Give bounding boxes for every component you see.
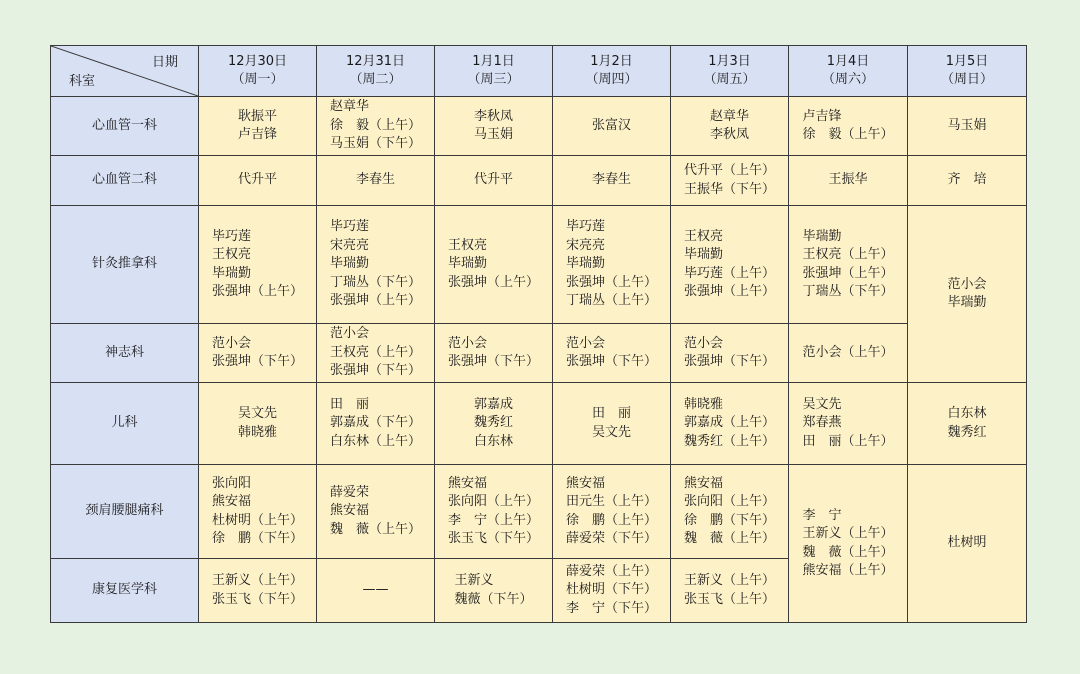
staff-entry: 韩晓雅	[683, 396, 723, 412]
schedule-cell	[199, 206, 317, 324]
schedule-cell	[317, 559, 435, 623]
staff-entry: 熊安福	[683, 475, 723, 491]
staff-entry: 薛爱荣	[329, 484, 369, 500]
cell-names	[356, 171, 395, 190]
day-header	[199, 46, 317, 97]
table-row	[51, 324, 1027, 383]
corner-date-label: 日期	[151, 55, 178, 70]
schedule-cell	[671, 383, 789, 465]
staff-entry: 张玉飞（下午）	[211, 591, 303, 607]
schedule-cell	[908, 206, 1027, 383]
staff-entry: 毕瑞勤	[683, 247, 723, 262]
staff-entry: 王新义（上午）	[211, 573, 303, 588]
staff-entry: 王权亮	[683, 228, 723, 244]
schedule-cell	[199, 465, 317, 559]
schedule-cell	[553, 97, 671, 156]
staff-entry: 宋亮亮	[565, 237, 605, 253]
staff-entry: 王新义（上午）	[683, 573, 775, 588]
staff-entry: 毕瑞勤	[802, 228, 842, 244]
staff-entry: 王新义	[454, 573, 494, 588]
staff-entry: 赵章华	[329, 99, 369, 115]
cell-names	[592, 117, 631, 136]
staff-entry: 魏 薇（上午）	[802, 544, 894, 560]
staff-entry: 范小会	[947, 276, 987, 292]
cell-names	[448, 475, 539, 549]
staff-entry: 吴文先	[591, 424, 631, 440]
staff-entry: 李春生	[591, 172, 631, 188]
staff-entry: 魏薇（下午）	[454, 591, 533, 607]
schedule-cell	[435, 383, 553, 465]
staff-entry: 张向阳（上午）	[447, 494, 539, 509]
schedule-cell	[671, 559, 789, 623]
staff-entry: 魏秀红	[947, 424, 987, 440]
schedule-cell	[553, 465, 671, 559]
staff-entry: 白东林	[473, 433, 513, 449]
schedule-cell	[553, 559, 671, 623]
cell-names	[684, 475, 775, 549]
day-date: 12月30日	[227, 53, 288, 69]
department-name: 颈肩腰腿痛科	[51, 465, 199, 559]
staff-entry: 徐 鹏（下午）	[211, 531, 303, 546]
schedule-cell	[671, 97, 789, 156]
day-weekday: （周二）	[349, 72, 402, 87]
table-row	[51, 97, 1027, 156]
cell-names	[238, 171, 277, 190]
staff-entry: 李春生	[355, 172, 395, 188]
staff-entry: 张强坤（下午）	[683, 354, 775, 369]
staff-entry: 白东林（上午）	[329, 433, 421, 449]
schedule-cell	[671, 206, 789, 324]
staff-entry: 魏 薇（上午）	[329, 521, 421, 537]
day-header	[671, 46, 789, 97]
staff-entry: 徐 毅（上午）	[329, 117, 421, 133]
schedule-cell	[553, 156, 671, 206]
staff-entry: 李 宁	[802, 507, 842, 523]
staff-entry: 王权亮	[447, 237, 487, 253]
cell-names	[330, 484, 421, 540]
department-name: 儿科	[51, 383, 199, 465]
staff-entry: 熊安福	[211, 494, 251, 509]
staff-entry: 魏秀红	[473, 415, 513, 431]
cell-names	[802, 228, 893, 302]
cell-names	[684, 335, 775, 372]
day-date: 1月4日	[826, 53, 870, 69]
schedule-cell	[908, 465, 1027, 623]
staff-entry: 王权亮（上午）	[802, 247, 894, 262]
staff-entry: 薛爱荣（下午）	[565, 531, 657, 546]
staff-entry: ——	[362, 582, 389, 598]
schedule-cell	[435, 559, 553, 623]
schedule-cell	[553, 206, 671, 324]
schedule-cell	[435, 156, 553, 206]
staff-entry: 张强坤（上午）	[447, 274, 539, 290]
staff-entry: 张玉飞（上午）	[683, 591, 775, 607]
schedule-cell	[908, 156, 1027, 206]
staff-entry: 王权亮（上午）	[329, 344, 421, 360]
header-row	[51, 46, 1027, 97]
cell-names	[592, 405, 631, 442]
staff-entry: 赵章华	[709, 108, 749, 124]
cell-names	[947, 276, 986, 313]
schedule-cell	[199, 559, 317, 623]
department-name: 康复医学科	[51, 559, 199, 623]
cell-names	[238, 405, 277, 442]
schedule-cell	[435, 206, 553, 324]
staff-entry: 熊安福	[447, 475, 487, 491]
cell-names	[947, 405, 986, 442]
cell-names	[454, 572, 532, 609]
staff-entry: 范小会	[329, 326, 369, 342]
cell-names	[330, 218, 421, 311]
day-date: 12月31日	[345, 53, 406, 69]
staff-entry: 张强坤（上午）	[211, 284, 303, 299]
staff-entry: 毕瑞勤	[329, 256, 369, 272]
cell-names	[448, 335, 539, 372]
schedule-cell	[317, 465, 435, 559]
staff-entry: 范小会	[211, 335, 251, 351]
day-weekday: （周四）	[585, 72, 638, 87]
day-header	[553, 46, 671, 97]
schedule-cell	[553, 383, 671, 465]
department-name: 心血管一科	[51, 97, 199, 156]
staff-entry: 魏 薇（上午）	[683, 531, 775, 546]
cell-names	[363, 581, 389, 600]
staff-entry: 郭嘉成（上午）	[683, 415, 775, 431]
staff-entry: 宋亮亮	[329, 237, 369, 253]
staff-entry: 毕巧莲（上午）	[683, 265, 775, 281]
staff-entry: 丁瑞丛（下午）	[329, 274, 421, 290]
cell-names	[947, 171, 986, 190]
schedule-cell	[553, 324, 671, 383]
cell-names	[947, 534, 986, 553]
day-date: 1月5日	[945, 53, 989, 69]
day-date: 1月2日	[590, 53, 633, 69]
staff-entry: 毕瑞勤	[565, 256, 605, 272]
staff-entry: 卢吉锋	[802, 108, 842, 124]
staff-entry: 齐 培	[947, 172, 987, 188]
table-row	[51, 156, 1027, 206]
cell-names	[474, 171, 513, 190]
cell-names	[828, 171, 867, 190]
staff-entry: 毕瑞勤	[947, 295, 987, 310]
schedule-cell	[908, 383, 1027, 465]
staff-entry: 马玉娟	[473, 127, 513, 142]
staff-entry: 杜树明（上午）	[211, 512, 303, 528]
staff-entry: 丁瑞丛（下午）	[802, 284, 894, 299]
department-name: 针灸推拿科	[51, 206, 199, 324]
cell-names	[238, 108, 277, 145]
table-row	[51, 206, 1027, 324]
staff-entry: 张强坤（上午）	[565, 274, 657, 290]
staff-entry: 郑春燕	[802, 415, 842, 431]
cell-names	[566, 475, 657, 549]
staff-entry: 李 宁（上午）	[447, 512, 539, 528]
duty-schedule	[50, 45, 1027, 623]
staff-entry: 范小会	[565, 335, 605, 351]
staff-entry: 毕巧莲	[329, 219, 369, 235]
staff-entry: 张富汉	[591, 117, 631, 133]
schedule-cell	[199, 97, 317, 156]
staff-entry: 张强坤（下午）	[211, 354, 303, 369]
staff-entry: 范小会（上午）	[802, 344, 894, 360]
schedule-cell	[908, 97, 1027, 156]
staff-entry: 吴文先	[802, 396, 842, 412]
staff-entry: 徐 鹏（下午）	[683, 512, 775, 528]
cell-names	[212, 475, 303, 549]
table-row	[51, 383, 1027, 465]
cell-names	[802, 507, 893, 581]
cell-names	[684, 228, 775, 302]
staff-entry: 张强坤（下午）	[565, 354, 657, 369]
staff-entry: 丁瑞丛（上午）	[565, 293, 657, 309]
staff-entry: 张向阳（上午）	[683, 494, 775, 509]
department-name: 神志科	[51, 324, 199, 383]
schedule-cell	[317, 97, 435, 156]
staff-entry: 毕巧莲	[565, 219, 605, 235]
schedule-cell	[435, 465, 553, 559]
staff-entry: 王权亮	[211, 247, 251, 262]
staff-entry: 田 丽	[329, 396, 369, 412]
cell-names	[212, 228, 303, 302]
schedule-cell	[435, 324, 553, 383]
cell-names	[474, 108, 513, 145]
staff-entry: 李秋凤	[709, 127, 749, 142]
day-header	[908, 46, 1027, 97]
staff-entry: 吴文先	[237, 406, 277, 421]
schedule-cell	[671, 465, 789, 559]
schedule-cell	[317, 206, 435, 324]
staff-entry: 徐 鹏（上午）	[565, 512, 657, 528]
staff-entry: 郭嘉成	[473, 396, 513, 412]
staff-entry: 张强坤（下午）	[447, 354, 539, 369]
staff-entry: 代升平	[473, 172, 513, 188]
staff-entry: 马玉娟（下午）	[329, 136, 421, 152]
cell-names	[802, 396, 893, 452]
schedule-cell	[317, 156, 435, 206]
table-row	[51, 465, 1027, 559]
staff-entry: 熊安福（上午）	[802, 563, 894, 578]
corner-dept-label: 科室	[69, 73, 96, 89]
staff-entry: 杜树明	[947, 535, 987, 551]
staff-entry: 王振华	[828, 172, 868, 188]
schedule-cell	[789, 97, 908, 156]
day-weekday: （周六）	[821, 72, 874, 87]
day-weekday: （周日）	[940, 72, 993, 87]
cell-names	[212, 572, 303, 609]
day-header	[317, 46, 435, 97]
staff-entry: 李 宁（下午）	[565, 600, 657, 616]
cell-names	[802, 344, 893, 363]
cell-names	[330, 396, 421, 452]
schedule-cell	[789, 324, 908, 383]
cell-names	[330, 325, 421, 381]
staff-entry: 张强坤（上午）	[802, 265, 894, 281]
staff-entry: 熊安福	[565, 475, 605, 491]
staff-entry: 代升平	[237, 172, 277, 188]
cell-names	[684, 162, 775, 199]
schedule-cell	[789, 156, 908, 206]
schedule-cell	[789, 465, 908, 623]
schedule-cell	[789, 383, 908, 465]
day-weekday: （周三）	[467, 72, 520, 87]
staff-entry: 王新义（上午）	[802, 526, 894, 541]
staff-entry: 耿振平	[237, 108, 277, 124]
schedule-cell	[671, 156, 789, 206]
staff-entry: 魏秀红（上午）	[683, 433, 775, 449]
schedule-cell	[671, 324, 789, 383]
cell-names	[684, 396, 775, 452]
cell-names	[566, 218, 657, 311]
staff-entry: 熊安福	[329, 503, 369, 519]
staff-entry: 张强坤（上午）	[683, 284, 775, 299]
cell-names	[802, 108, 893, 145]
staff-entry: 田 丽	[591, 406, 631, 421]
cell-names	[684, 572, 775, 609]
staff-entry: 范小会	[447, 335, 487, 351]
cell-names	[212, 335, 303, 372]
staff-entry: 韩晓雅	[237, 424, 277, 440]
schedule-cell	[199, 383, 317, 465]
department-name: 心血管二科	[51, 156, 199, 206]
schedule-cell	[789, 206, 908, 324]
staff-entry: 田元生（上午）	[565, 494, 657, 509]
cell-names	[474, 396, 513, 452]
cell-names	[592, 171, 631, 190]
day-weekday: （周五）	[703, 72, 756, 87]
schedule-cell	[199, 156, 317, 206]
staff-entry: 卢吉锋	[237, 127, 277, 142]
staff-entry: 王振华（下午）	[683, 181, 775, 197]
day-header	[435, 46, 553, 97]
staff-entry: 范小会	[683, 335, 723, 351]
staff-entry: 张玉飞（下午）	[447, 531, 539, 546]
schedule-cell	[199, 324, 317, 383]
schedule-table	[50, 45, 1027, 623]
schedule-cell	[435, 97, 553, 156]
staff-entry: 李秋凤	[473, 108, 513, 124]
cell-names	[330, 98, 421, 154]
staff-entry: 张强坤（上午）	[329, 293, 421, 309]
staff-entry: 毕瑞勤	[447, 256, 487, 272]
staff-entry: 杜树明（下午）	[565, 582, 657, 598]
staff-entry: 马玉娟	[947, 117, 987, 133]
day-date: 1月1日	[472, 53, 515, 69]
cell-names	[448, 237, 539, 293]
day-weekday: （周一）	[231, 72, 284, 87]
staff-entry: 薛爱荣（上午）	[565, 563, 657, 579]
corner-header-cell	[51, 46, 199, 97]
staff-entry: 徐 毅（上午）	[802, 127, 894, 142]
cell-names	[566, 335, 657, 372]
day-header	[789, 46, 908, 97]
staff-entry: 张强坤（下午）	[329, 363, 421, 379]
staff-entry: 毕瑞勤	[211, 265, 251, 281]
cell-names	[947, 117, 986, 136]
staff-entry: 张向阳	[211, 475, 251, 491]
schedule-cell	[317, 324, 435, 383]
cell-names	[710, 108, 749, 145]
staff-entry: 郭嘉成（下午）	[329, 415, 421, 431]
schedule-cell	[317, 383, 435, 465]
staff-entry: 白东林	[947, 406, 987, 421]
day-date: 1月3日	[708, 53, 751, 69]
staff-entry: 毕巧莲	[211, 228, 251, 244]
staff-entry: 代升平（上午）	[683, 163, 775, 178]
staff-entry: 田 丽（上午）	[802, 433, 894, 449]
cell-names	[566, 563, 657, 619]
